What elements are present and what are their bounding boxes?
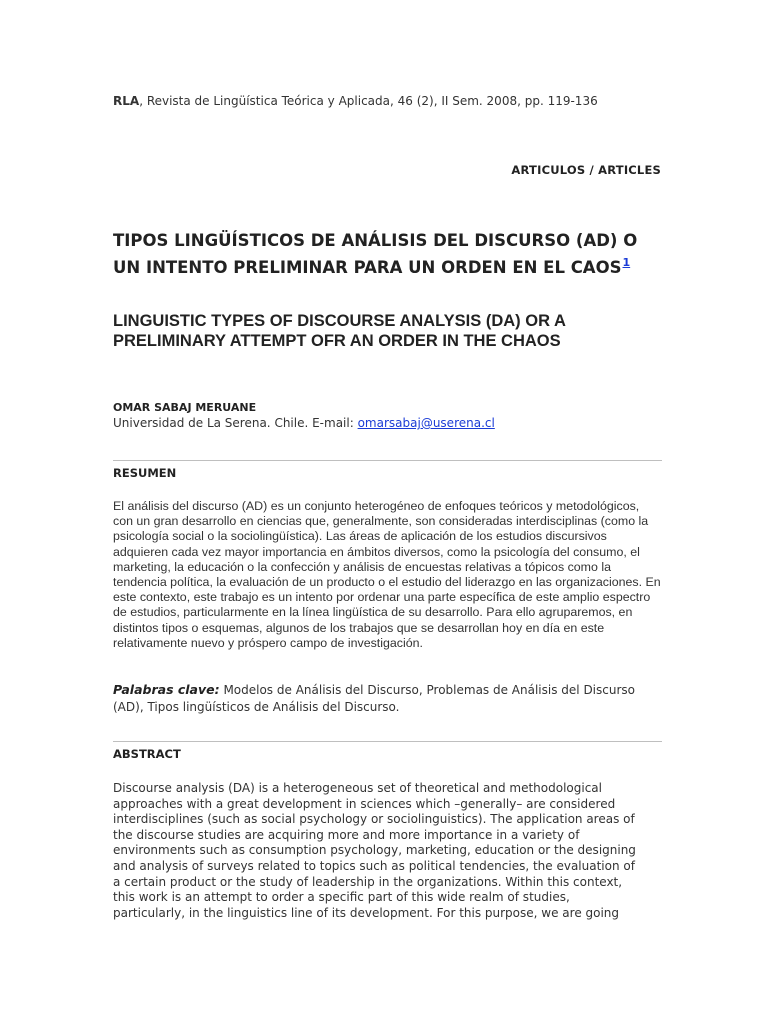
abstract-heading: ABSTRACT — [113, 747, 181, 761]
article-title-spanish — [113, 230, 653, 279]
resumen-text: El análisis del discurso (AD) es un conjunto heterogéneo de enfoques teóricos y metodológicos, con un gran desarrollo en ciencias que, generalmente, son consideradas interdisciplinas (como la psicología social o la sociolingüística). Las áreas de aplicación de los estudios discursivos adquieren cada vez mayor importancia en ámbitos diversos, como la psicología del consumo, el marketing, la educación o la confección y análisis de encuestas relativas a tópicos como la tendencia política, la evaluación de un producto o el estudio del liderazgo en las organizaciones. En este contexto, este trabajo es un intento por ordenar una parte específica de este amplio espectro de estudios, particularmente en la línea lingüística de su desarrollo. Para ello agruparemos, en distintos tipos o esquemas, algunos de los trabajos que se desarrollan hoy en día en este relativamente nuevo y próspero campo de investigación. — [113, 499, 661, 650]
article-title-spanish-text: TIPOS LINGÜÍSTICOS DE ANÁLISIS DEL DISCURSO (AD) O UN INTENTO PRELIMINAR PARA UN ORDEN EN EL CAOS — [113, 231, 638, 277]
resumen-heading: RESUMEN — [113, 466, 177, 480]
divider — [113, 460, 662, 461]
divider — [113, 741, 662, 742]
keywords-label: Palabras clave: — [113, 682, 220, 697]
footnote-link[interactable]: 1 — [622, 256, 631, 269]
article-title-english: LINGUISTIC TYPES OF DISCOURSE ANALYSIS (DA) OR A PRELIMINARY ATTEMPT OFR AN ORDER IN THE CHAOS — [113, 312, 566, 350]
email-link[interactable]: omarsabaj@userena.cl — [357, 416, 495, 430]
journal-abbrev: RLA — [113, 94, 140, 108]
abstract-text: Discourse analysis (DA) is a heterogeneous set of theoretical and methodological approaches with a great development in sciences which –generally– are considered interdisciplines (such as social psychology or sociolinguistics). The application areas of the discourse studies are acquiring more and more importance in a variety of environments such as consumption psychology, marketing, education or the designing and analysis of surveys related to topics such as political tendencies, the evaluation of a certain product or the study of leadership in the organizations. Within this context, this work is an attempt to order a specific part of this wide realm of studies, particularly, in the linguistics line of its development. For this purpose, we are going — [113, 781, 636, 920]
section-label: ARTICULOS / ARTICLES — [511, 163, 661, 177]
author-name: OMAR SABAJ MERUANE — [113, 401, 257, 414]
journal-citation — [113, 94, 663, 108]
keywords-text: Modelos de Análisis del Discurso, Problemas de Análisis del Discurso (AD), Tipos lingüísticos de Análisis del Discurso. — [113, 683, 636, 714]
journal-citation-text: , Revista de Lingüística Teórica y Aplicada, 46 (2), II Sem. 2008, pp. 119-136 — [139, 94, 598, 108]
affiliation-text: Universidad de La Serena. Chile. E-mail: — [113, 416, 358, 430]
author-affiliation — [113, 416, 495, 430]
keywords — [113, 682, 661, 715]
